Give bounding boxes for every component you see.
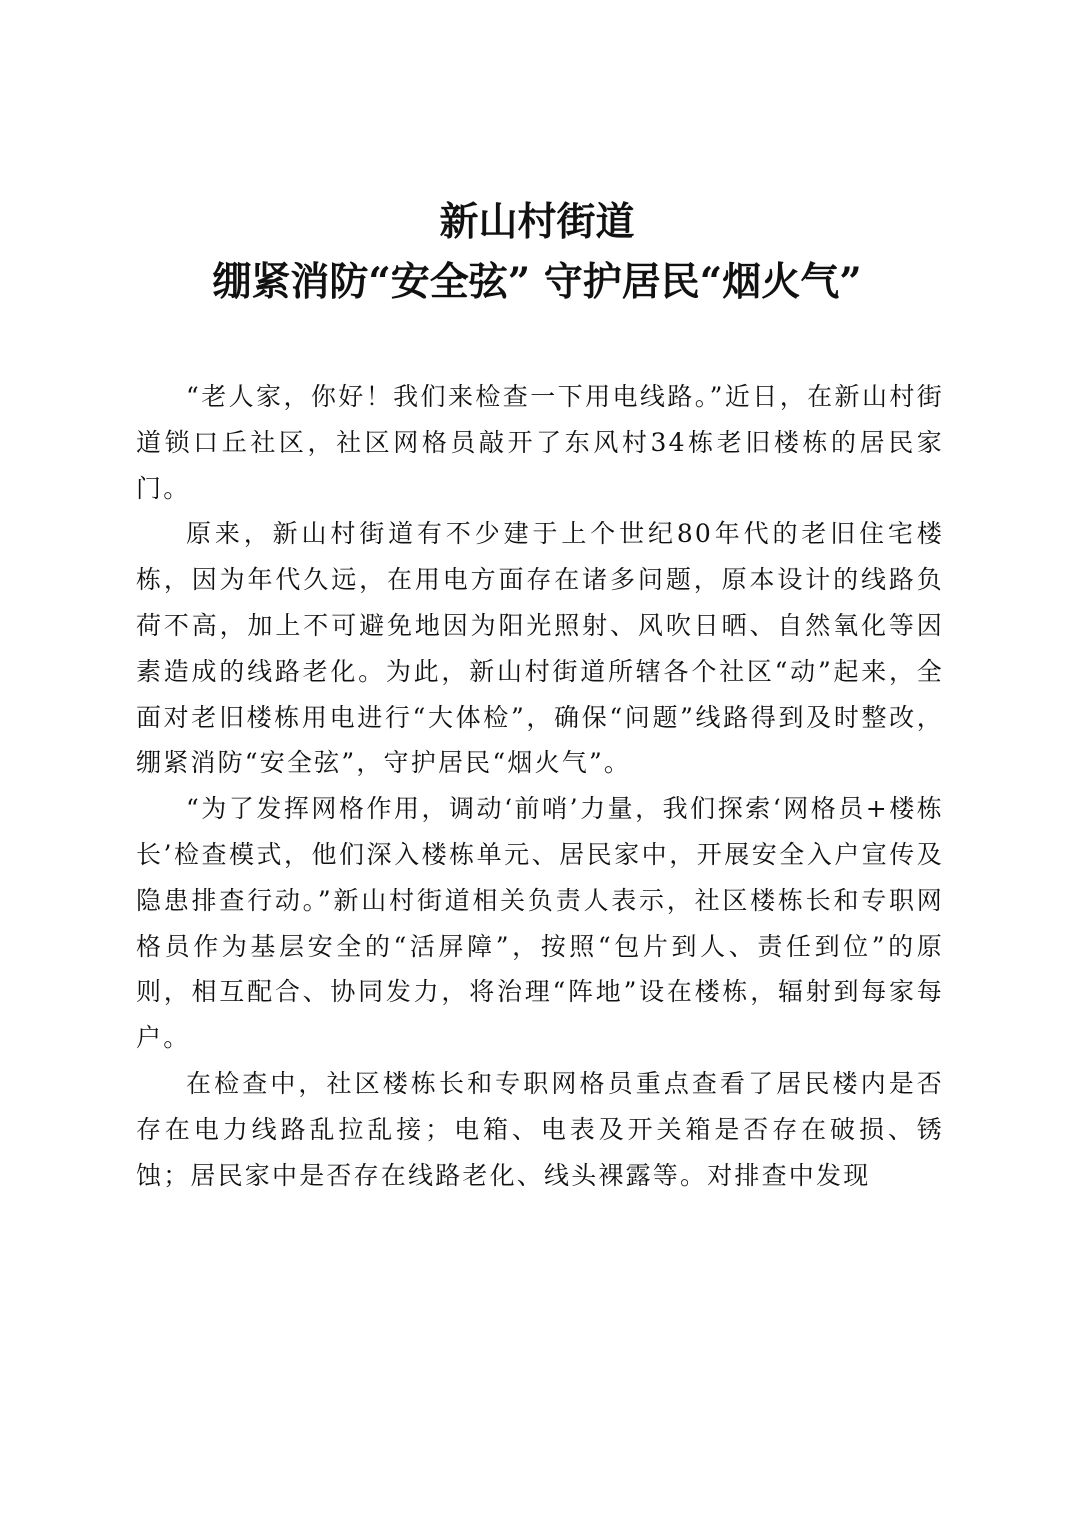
document-body bbox=[136, 374, 944, 1198]
document-title bbox=[0, 192, 1074, 312]
title-line-2: 绷紧消防“安全弦” 守护居民“烟火气” bbox=[212, 259, 862, 305]
paragraph-1: “老人家，你好！我们来检查一下用电线路。”近日，在新山村街道锁口丘社区，社区网格员敲开了东风村34栋老旧楼栋的居民家门。 bbox=[136, 382, 944, 503]
title-line-1: 新山村街道 bbox=[439, 199, 635, 245]
paragraph-3: “为了发挥网格作用，调动‘前哨’力量，我们探索‘网格员+楼栋长’检查模式，他们深入楼栋单元、居民家中，开展安全入户宣传及隐患排查行动。”新山村街道相关负责人表示，社区楼栋长和专职网格员作为基层安全的“活屏障”，按照“包片到人、责任到位”的原则，相互配合、协同发力，将治理“阵地”设在楼栋，辐射到每家每户。 bbox=[136, 794, 944, 1053]
paragraph-2: 原来，新山村街道有不少建于上个世纪80年代的老旧住宅楼栋，因为年代久远，在用电方面存在诸多问题，原本设计的线路负荷不高，加上不可避免地因为阳光照射、风吹日晒、自然氧化等因素造成的线路老化。为此，新山村街道所辖各个社区“动”起来，全面对老旧楼栋用电进行“大体检”，确保“问题”线路得到及时整改，绷紧消防“安全弦”，守护居民“烟火气”。 bbox=[136, 519, 944, 778]
paragraph-4: 在检查中，社区楼栋长和专职网格员重点查看了居民楼内是否存在电力线路乱拉乱接；电箱、电表及开关箱是否存在破损、锈蚀；居民家中是否存在线路老化、线头裸露等。对排查中发现 bbox=[136, 1068, 944, 1190]
